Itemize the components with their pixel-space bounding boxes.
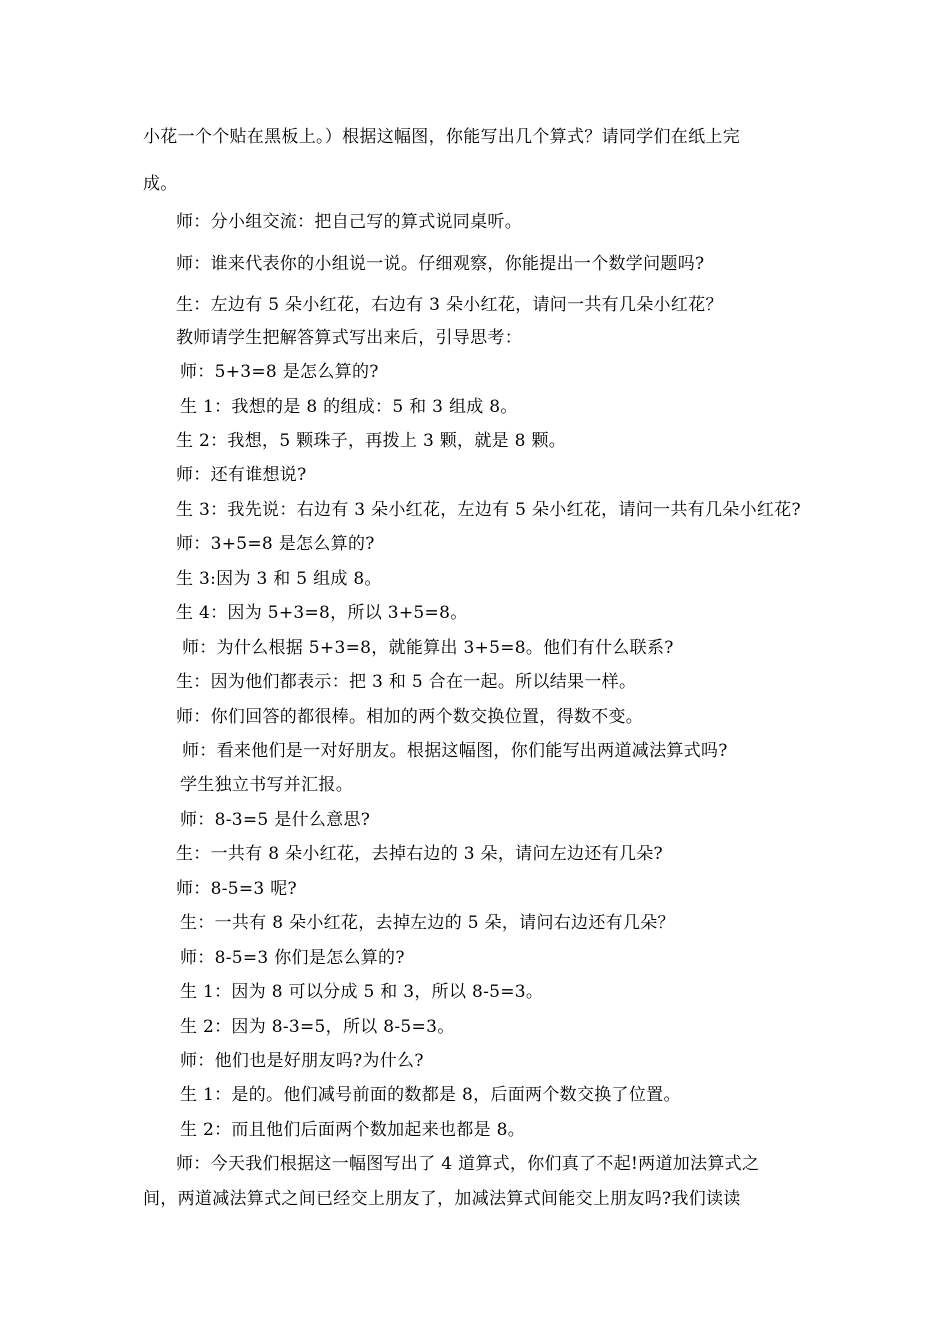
dialogue-line: 师：今天我们根据这一幅图写出了 4 道算式，你们真了不起!两道加法算式之 [176, 1154, 760, 1174]
dialogue-line: 师：3+5=8 是怎么算的? [176, 534, 375, 554]
dialogue-line: 师：你们回答的都很棒。相加的两个数交换位置，得数不变。 [176, 707, 644, 727]
dialogue-line: 生：一共有 8 朵小红花，去掉右边的 3 朵，请问左边还有几朵? [176, 844, 663, 864]
dialogue-line: 师：5+3=8 是怎么算的? [180, 362, 379, 382]
dialogue-line: 生 1：是的。他们减号前面的数都是 8，后面两个数交换了位置。 [180, 1085, 681, 1105]
paragraph-line: 成。 [143, 174, 178, 194]
dialogue-line: 师：8-5=3 你们是怎么算的? [180, 948, 405, 968]
dialogue-line: 生：因为他们都表示：把 3 和 5 合在一起。所以结果一样。 [176, 672, 637, 692]
dialogue-line: 生 4：因为 5+3=8，所以 3+5=8。 [176, 603, 468, 623]
dialogue-line: 生 3：我先说：右边有 3 朵小红花，左边有 5 朵小红花，请问一共有几朵小红花? [176, 500, 801, 520]
paragraph-line: 教师请学生把解答算式写出来后，引导思考： [176, 328, 522, 348]
paragraph-line: 小花一个个贴在黑板上。）根据这幅图，你能写出几个算式？请同学们在纸上完 [143, 127, 740, 147]
dialogue-line: 生 1：我想的是 8 的组成：5 和 3 组成 8。 [180, 397, 518, 417]
dialogue-line: 生 3:因为 3 和 5 组成 8。 [176, 569, 382, 589]
dialogue-line: 师：8-5=3 呢? [176, 879, 297, 899]
dialogue-line: 生 2：我想，5 颗珠子，再拨上 3 颗，就是 8 颗。 [176, 431, 567, 451]
dialogue-line: 师：谁来代表你的小组说一说。仔细观察，你能提出一个数学问题吗? [176, 254, 705, 274]
dialogue-line: 生：一共有 8 朵小红花，去掉左边的 5 朵，请问右边还有几朵？ [180, 913, 675, 933]
dialogue-line: 师：为什么根据 5+3=8，就能算出 3+5=8。他们有什么联系? [182, 638, 674, 658]
dialogue-line: 师：看来他们是一对好朋友。根据这幅图，你们能写出两道减法算式吗? [182, 741, 728, 761]
dialogue-line: 生 2：而且他们后面两个数加起来也都是 8。 [180, 1120, 526, 1140]
dialogue-line: 师：还有谁想说? [176, 465, 307, 485]
dialogue-line: 生：左边有 5 朵小红花，右边有 3 朵小红花，请问一共有几朵小红花？ [176, 295, 723, 315]
dialogue-line: 师：分小组交流：把自己写的算式说同桌听。 [176, 212, 522, 232]
dialogue-line: 师：他们也是好朋友吗?为什么? [180, 1051, 424, 1071]
paragraph-line: 间，两道减法算式之间已经交上朋友了，加减法算式间能交上朋友吗?我们读读 [143, 1189, 741, 1209]
dialogue-line: 生 2：因为 8-3=5，所以 8-5=3。 [180, 1017, 455, 1037]
paragraph-line: 学生独立书写并汇报。 [180, 775, 353, 795]
dialogue-line: 生 1：因为 8 可以分成 5 和 3，所以 8-5=3。 [180, 982, 544, 1002]
dialogue-line: 师：8-3=5 是什么意思? [180, 810, 371, 830]
